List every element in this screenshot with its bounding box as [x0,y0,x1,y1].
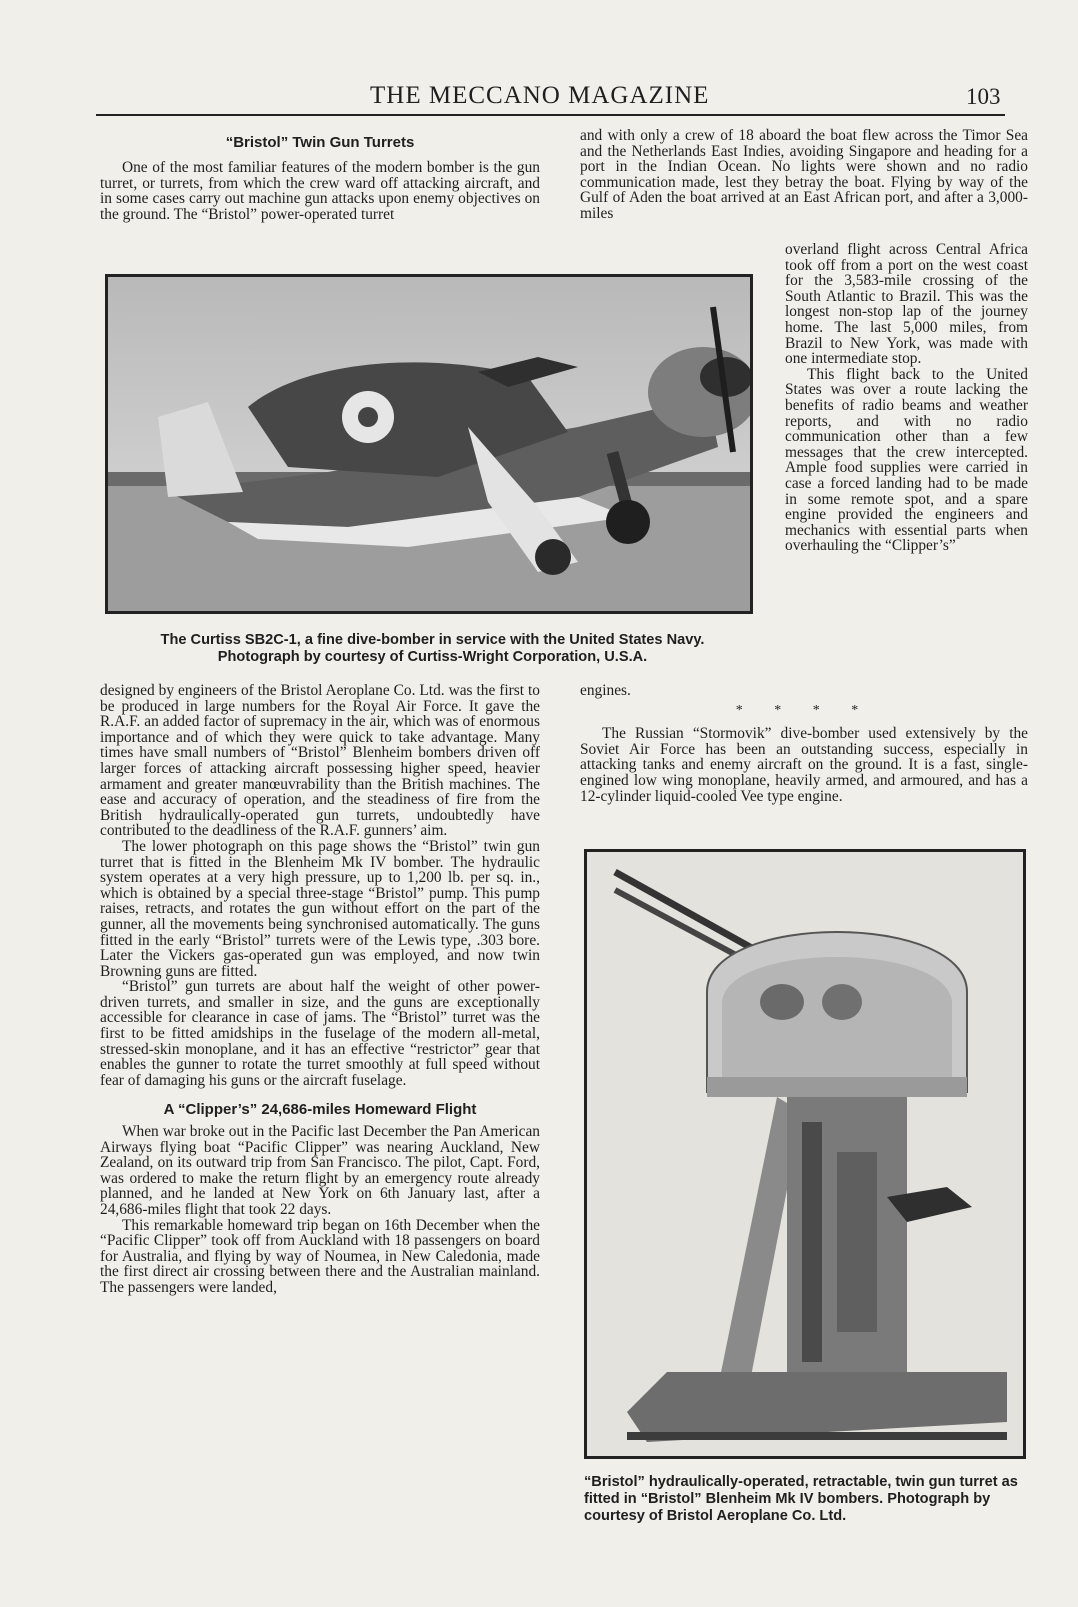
bristol-para3: “Bristol” gun turrets are about half the weight of other power-driven turrets, and smaller in size, and the guns are exceptionally accessible for clearance in case of jams. The “Bristol” turret was the first to be fitted amidships in the fuselage of the modern all-metal, stressed-skin monoplane, and it has an effective “restrictor” gear that enables the gunner to rotate the turret smoothly at full speed without fear of damaging his guns or the aircraft fuselage. [100,978,540,1089]
bristol-turret-image [587,852,1023,1456]
page-number: 103 [966,84,1001,109]
aircraft-photo [105,274,753,614]
heading-clipper-flight: A “Clipper’s” 24,686-miles Homeward Flight [163,1101,477,1119]
heading-bristol-turrets: “Bristol” Twin Gun Turrets [225,134,415,151]
turret-photo [584,849,1026,1459]
engines-text: engines. [580,682,631,699]
left-column-body [100,683,540,1296]
aircraft-caption-line2: Photograph by courtesy of Curtiss-Wright Corporation, U.S.A. [217,649,648,665]
stormovik-text: The Russian “Stormovik” dive-bomber used extensively by the Soviet Air Force has been an outstanding success, especially in attacking tanks and enemy aircraft on the ground. It is a fast, single-engined low wing monoplane, heavily armed, and armoured, and has a 12-cylinder liquid-cooled Vee type engine. [580,725,1028,805]
clipper-top-text: and with only a crew of 18 aboard the boat flew across the Timor Sea and the Netherlands East Indies, avoiding Singapore and heading for a port in the Indian Ocean. No lights were shown and no radio communication made, lest they betray the boat. Flying by way of the Gulf of Aden the boat arrived at an East African port, and after a 3,000-miles [580,127,1028,222]
clipper-narrow-text1: overland flight across Central Africa took off from a port on the west coast for the 3,583-mile crossing of the South Atlantic to Brazil. This was the longest non-stop lap of the journey home. The last 5,000 miles, from Brazil to New York, was made with one intermediate stop. [785,241,1028,368]
clipper-narrow-column [785,242,1028,554]
intro-text: One of the most familiar features of the modern bomber is the gun turret, or turrets, from which the crew ward off attacking aircraft, and in some cases carry out machine gun attacks upon enemy objectives on the ground. The “Bristol” power-operated turret [100,159,540,223]
curtiss-sb2c-image [108,277,750,611]
bristol-para1: designed by engineers of the Bristol Aeroplane Co. Ltd. was the first to be produced in large numbers for the Royal Air Force. It gave the R.A.F. an added factor of supremacy in the air, which was of enormous importance and of which they were quick to take advantage. Many times have small numbers of “Bristol” Blenheim bombers driven off larger forces of attacking aircraft possessing higher speed, heavier armament and greater manœuvrability than the British machines. The ease and accuracy of operation, and the steadiness of fire from the British hydraulically-operated gun turrets, undoubtedly have contributed to the deadliness of the R.A.F. gunners’ aim. [100,682,540,840]
section-separator: * * * * [735,702,873,718]
magazine-title: THE MECCANO MAGAZINE [370,82,710,109]
intro-paragraph [100,160,540,222]
clipper-narrow-text2: This flight back to the United States was over a route lacking the benefits of radio beams and weather reports, and with no radio communication other than a few messages that the crew intercepted. Ample food supplies were carried in case a forced landing had to be made in some remote spot, and a spare engine provided the engineers and mechanics with essential parts when overhauling the “Clipper’s” [785,365,1028,555]
aircraft-caption-line1: The Curtiss SB2C-1, a fine dive-bomber in service with the United States Navy. [160,632,705,648]
bristol-para2: The lower photograph on this page shows the “Bristol” twin gun turret that is fitted in the Blenheim Mk IV bomber. The hydraulic system operates at a very high pressure, up to 1,200 lb. per sq. in., which is obtained by a special three-stage “Bristol” pump. This pump raises, retracts, and rotates the gun without effort on the part of the gunner, all the movements being synchronised automatically. The guns fitted in the early “Bristol” turrets were of the Lewis type, .303 bore. Later the Vickers gas-operated gun was employed, and now twin Browning guns are fitted. [100,837,540,980]
right-column-lower [580,683,1028,804]
header-rule [96,114,1005,116]
turret-caption: “Bristol” hydraulically-operated, retractable, twin gun turret as fitted in “Bristol” Blenheim Mk IV bombers. Photograph by courtesy of Bristol Aeroplane Co. Ltd. [584,1474,1018,1524]
clipper-continued-top [580,128,1028,222]
clipper-para2: This remarkable homeward trip began on 16th December when the “Pacific Clipper” took off from Auckland with 18 passengers on board for Australia, and flying by way of Noumea, in New Caledonia, made the first direct air crossing between there and the Australian mainland. The passengers were landed, [100,1216,540,1296]
clipper-para1: When war broke out in the Pacific last December the Pan American Airways flying boat “Pacific Clipper” was nearing Auckland, New Zealand, on its outward trip from San Francisco. The pilot, Capt. Ford, was ordered to make the return flight by an emergency route already planned, and he landed at New York on 6th January last, after a 24,686-miles flight that took 22 days. [100,1123,540,1218]
aircraft-caption [100,632,765,666]
